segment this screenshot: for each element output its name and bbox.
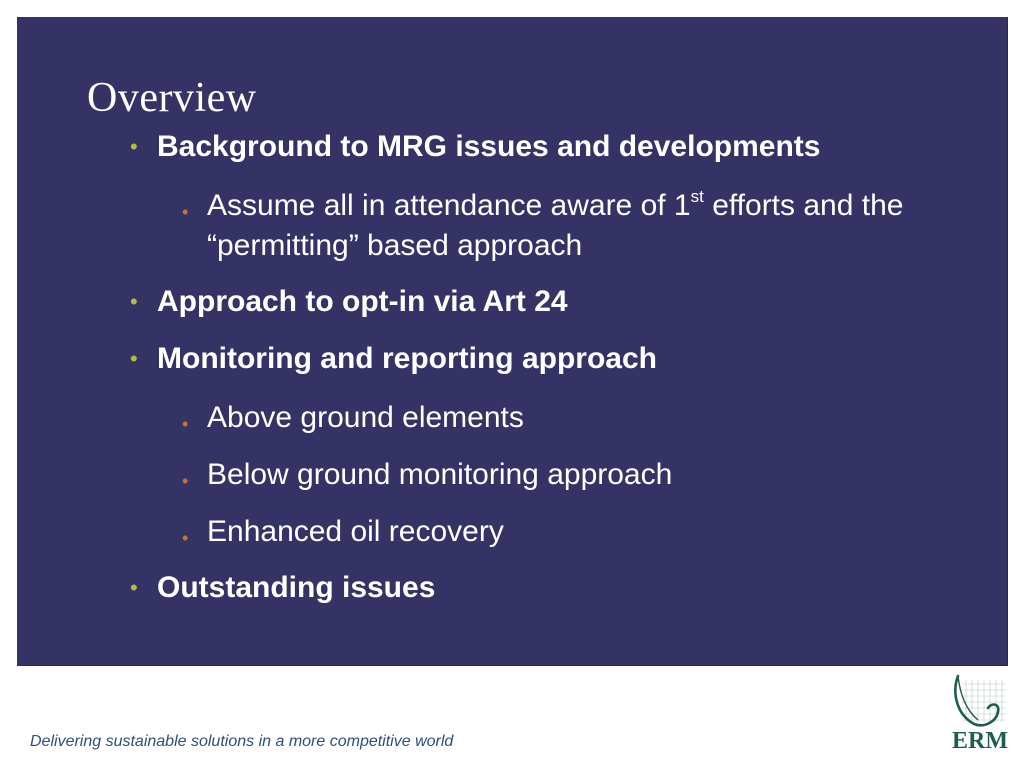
bullet-text: Outstanding issues: [157, 571, 436, 604]
sub-bullet-icon: •: [182, 414, 189, 434]
sub-bullet-text: Below ground monitoring approach: [207, 458, 673, 491]
sub-bullet-text-before: Assume all in attendance aware of 1: [207, 189, 691, 222]
bullet-item: [130, 285, 568, 319]
bullet-item: [130, 571, 436, 605]
bullet-icon: •: [130, 134, 138, 159]
sub-bullet-text-after: efforts and the “permitting” based approach: [207, 189, 904, 262]
bullet-item: [130, 130, 821, 164]
superscript: st: [690, 187, 704, 206]
footer-tagline: Delivering sustainable solutions in a more competitive world: [30, 733, 454, 750]
bullet-icon: •: [130, 346, 138, 371]
sub-bullet-text: Above ground elements: [207, 401, 524, 434]
sub-bullet-item: [182, 455, 967, 495]
sub-bullet-icon: •: [182, 471, 189, 491]
bullet-icon: •: [130, 575, 138, 600]
sub-bullet-item: [182, 512, 967, 552]
bullet-icon: •: [130, 289, 138, 314]
erm-logo-text: ERM: [952, 728, 1008, 754]
slide-title: Overview: [87, 75, 257, 121]
sub-bullet-item: [182, 186, 967, 266]
bullet-item: [130, 342, 657, 376]
sub-bullet-text: Enhanced oil recovery: [207, 515, 504, 548]
bullet-text: Monitoring and reporting approach: [157, 342, 657, 375]
sub-bullet-item: [182, 398, 967, 438]
bullet-text: Approach to opt-in via Art 24: [157, 285, 568, 318]
sub-bullet-icon: •: [182, 202, 189, 222]
sub-bullet-icon: •: [182, 528, 189, 548]
bullet-text: Background to MRG issues and developments: [157, 130, 821, 163]
